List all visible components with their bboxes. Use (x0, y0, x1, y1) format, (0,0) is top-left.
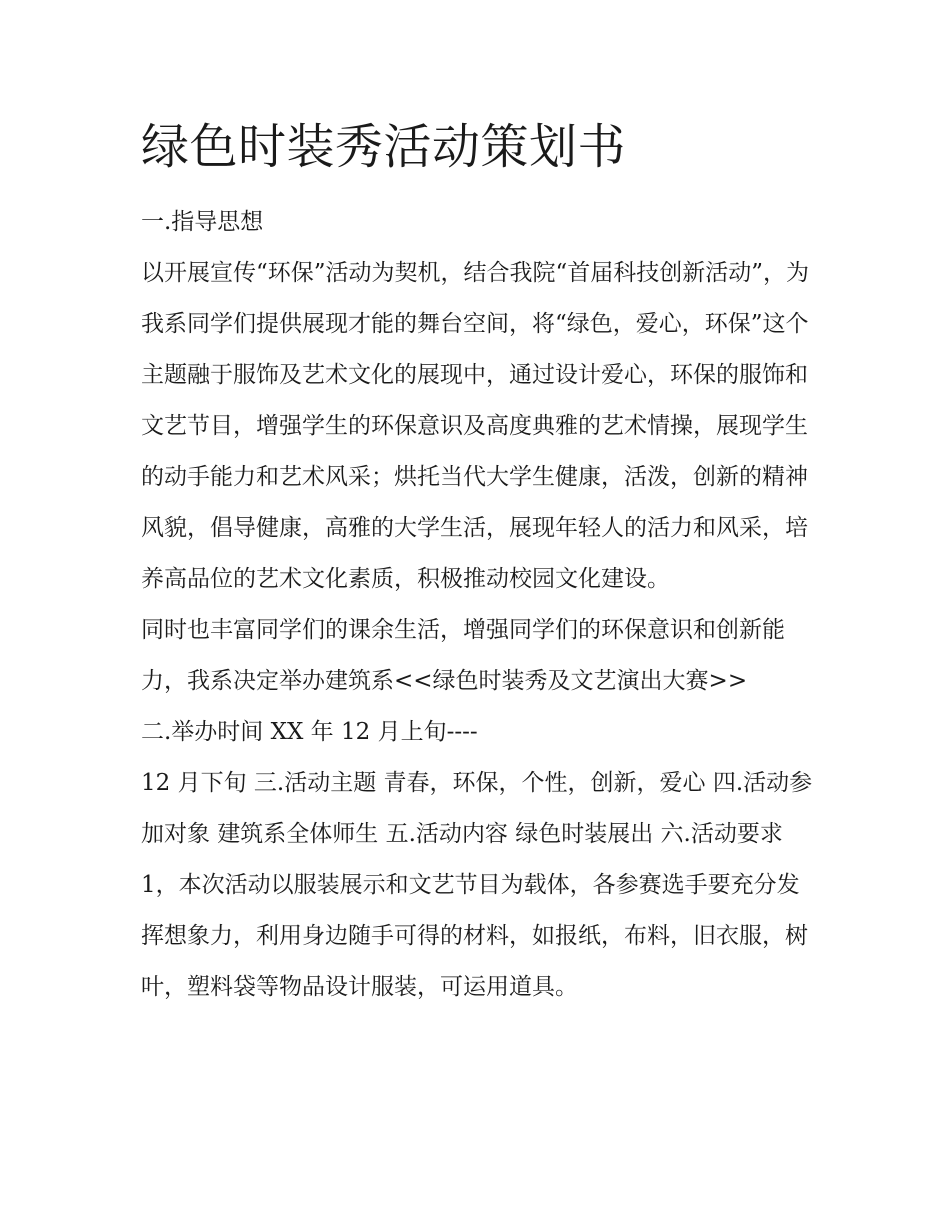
paragraph-requirement-1: 1，本次活动以服装展示和文艺节目为载体，各参赛选手要充分发挥想象力，利用身边随手可得的材料，如报纸，布料，旧衣服，树叶，塑料袋等物品设计服装，可运用道具。 (141, 872, 808, 1000)
paragraph-event-details: 12 月下旬 三.活动主题 青春，环保，个性，创新，爱心 四.活动参加对象 建筑系全体师生 五.活动内容 绿色时装展出 六.活动要求 (141, 770, 813, 847)
section-heading-guiding-ideology: 一.指导思想 (141, 209, 264, 235)
paragraph-guiding-ideology: 以开展宣传“环保”活动为契机，结合我院“首届科技创新活动”，为我系同学们提供展现才能的舞台空间，将“绿色，爱心，环保”这个主题融于服饰及艺术文化的展现中，通过设计爱心，环保的服饰和文艺节目，增强学生的环保意识及高度典雅的艺术情操，展现学生的动手能力和艺术风采；烘托当代大学生健康，活泼，创新的精神风貌，倡导健康，高雅的大学生活，展现年轻人的活力和风采，培养高品位的艺术文化素质，积极推动校园文化建设。 (141, 260, 810, 592)
document-body (141, 197, 813, 1013)
paragraph-event-time: 二.举办时间 XX 年 12 月上旬---- (141, 719, 478, 745)
paragraph-enrich-life: 同时也丰富同学们的课余生活，增强同学们的环保意识和创新能力，我系决定举办建筑系<<绿色时装秀及文艺演出大赛>> (141, 617, 785, 694)
document-title: 绿色时装秀活动策划书 (141, 119, 627, 175)
